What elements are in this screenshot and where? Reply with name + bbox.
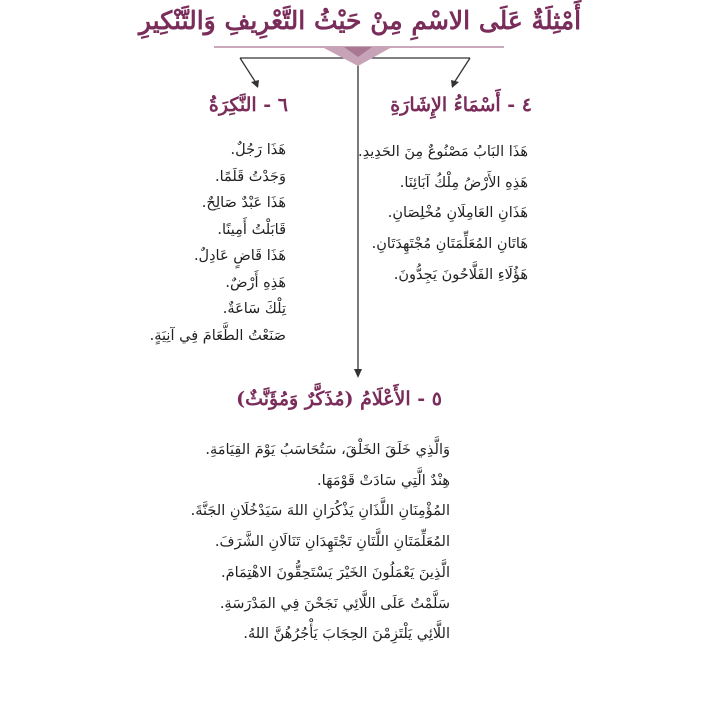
arrow-right-head: [451, 80, 459, 88]
list-item: قَابَلْتُ أَمِينًا.: [217, 221, 286, 238]
heading-indefinite: ٦ - النَّكِرَةُ: [208, 94, 288, 116]
arrow-left-head: [251, 80, 259, 88]
list-item: هِنْدٌ الَّتِي سَادَتْ قَوْمَهَا.: [317, 472, 450, 489]
list-item: المُؤْمِنَانِ اللَّذَانِ يَذْكُرَانِ اللهَ سَيَدْخُلَانِ الجَنَّةَ.: [190, 503, 450, 520]
list-item: هَذِهِ الأَرْضُ مِلْكُ آبَائِنَا.: [399, 174, 528, 191]
list-item: هَذَا رَجُلٌ.: [230, 142, 286, 158]
list-item: هَذَانِ العَامِلَانِ مُخْلِصَانِ.: [387, 205, 528, 222]
heading-proper-nouns: ٥ - الأَعْلَامُ (مُذَكَّرٌ وَمُؤَنَّثٌ): [236, 388, 442, 410]
list-item: هَذَا قَاضٍ عَادِلٌ.: [193, 248, 286, 264]
list-demonstratives: [358, 137, 528, 291]
list-item: الَّذِينَ يَعْمَلُونَ الخَيْرَ يَسْتَحِقُّونَ الاهْتِمَامَ.: [221, 564, 450, 581]
page-title: أَمْثِلَةٌ عَلَى الاسْمِ مِنْ حَيْثُ التَّعْرِيفِ وَالتَّنْكِيرِ: [138, 6, 582, 35]
list-indefinite: [150, 137, 286, 349]
list-item: وَالَّذِي خَلَقَ الخَلْقَ، سَتُحَاسَبُ يَوْمَ القِيَامَةِ.: [205, 442, 450, 458]
list-item: هَذَا عَبْدٌ صَالِحٌ.: [201, 195, 286, 211]
list-item: سَلَّمْتُ عَلَى اللَّائِي نَجَحْنَ فِي المَدْرَسَةِ.: [219, 595, 450, 612]
list-proper-nouns: [191, 435, 450, 650]
list-item: هَاتَانِ المُعَلِّمَتَانِ مُجْتَهِدَتَانِ.: [371, 236, 528, 253]
list-item: صَنَعْتُ الطَّعَامَ فِي آنِيَةٍ.: [149, 327, 286, 344]
heading-demonstratives: ٤ - أَسْمَاءُ الإِشَارَةِ: [390, 94, 532, 116]
arrow-down-head: [354, 369, 362, 378]
list-item: المُعَلِّمَتَانِ اللَّتَانِ تَجْتَهِدَانِ تَنَالَانِ الشَّرَفَ.: [214, 534, 450, 551]
list-item: هَذِهِ أَرْضٌ.: [225, 274, 286, 291]
list-item: اللَّائِي يَلْتَزِمْنَ الحِجَابَ يَأْجُرُهُنَّ اللهُ.: [243, 626, 450, 643]
list-item: وَجَدْتُ قَلَمًا.: [215, 168, 286, 185]
list-item: تِلْكَ سَاعَةٌ.: [222, 301, 286, 317]
list-item: هَذَا البَابُ مَصْنُوعٌ مِنَ الحَدِيدِ.: [358, 144, 528, 160]
list-item: هَؤُلَاءِ الفَلَّاحُونَ يَجِدُّونَ.: [393, 266, 528, 283]
